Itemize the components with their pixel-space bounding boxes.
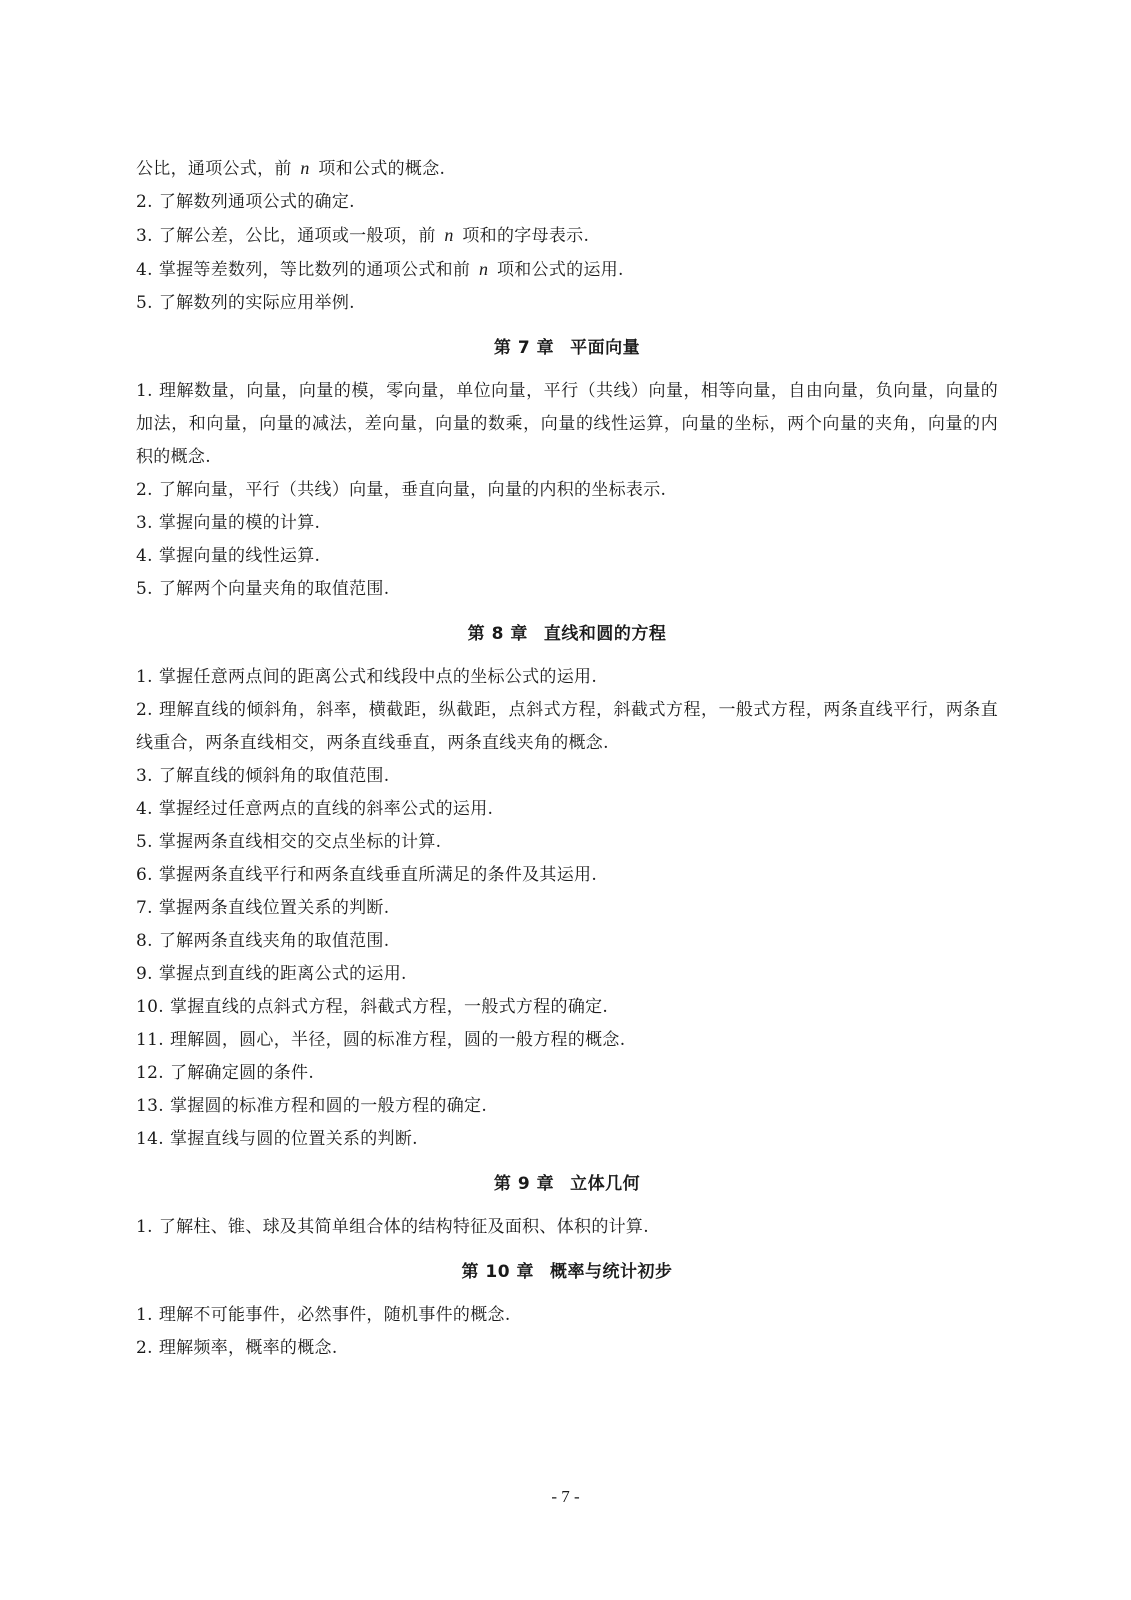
item-number: 5. (136, 293, 153, 313)
math-variable: n (300, 158, 310, 178)
math-variable: n (478, 259, 489, 279)
list-item (136, 287, 998, 320)
list-item: 4. 掌握等差数列，等比数列的通项公式和前 n 项和公式的运用. (136, 259, 624, 280)
list-item: 2. 理解直线的倾斜角，斜率，横截距，纵截距，点斜式方程，斜截式方程，一般式方程，两条直线平行，两条直线重合，两条直线相交，两条直线垂直，两条直线夹角的概念. (136, 700, 998, 753)
item-number: 2. (136, 192, 153, 212)
page-content (136, 152, 998, 1365)
chapter-10-section (136, 1256, 998, 1365)
chapter-9-section (136, 1168, 998, 1244)
item-text: 了解数列的实际应用举例. (158, 293, 355, 313)
list-item: 13. 掌握圆的标准方程和圆的一般方程的确定. (136, 1096, 488, 1116)
page-number: - 7 - (551, 1487, 580, 1506)
list-item: 5. 掌握两条直线相交的交点坐标的计算. (136, 832, 442, 852)
list-item: 1. 掌握任意两点间的距离公式和线段中点的坐标公式的运用. (136, 667, 598, 687)
list-item: 9. 掌握点到直线的距离公式的运用. (136, 964, 407, 984)
list-item: 7. 掌握两条直线位置关系的判断. (136, 898, 390, 918)
list-item: 3. 了解公差，公比，通项或一般项，前 n 项和的字母表示. (136, 225, 590, 246)
list-item: 5. 了解两个向量夹角的取值范围. (136, 579, 390, 599)
chapter-8-section (136, 618, 998, 1156)
list-item: 4. 掌握经过任意两点的直线的斜率公式的运用. (136, 799, 494, 819)
list-item (136, 186, 998, 219)
intro-section (136, 152, 998, 320)
list-item: 1. 理解不可能事件，必然事件，随机事件的概念. (136, 1305, 511, 1325)
chapter-heading: 第 7 章 平面向量 (493, 338, 641, 358)
list-item: 公比，通项公式，前 n 项和公式的概念. (136, 158, 446, 179)
list-item: 2. 理解频率，概率的概念. (136, 1338, 338, 1358)
list-item: 10. 掌握直线的点斜式方程，斜截式方程，一般式方程的确定. (136, 997, 609, 1017)
list-item: 6. 掌握两条直线平行和两条直线垂直所满足的条件及其运用. (136, 865, 598, 885)
chapter-heading: 第 10 章 概率与统计初步 (461, 1262, 673, 1282)
list-item: 8. 了解两条直线夹角的取值范围. (136, 931, 390, 951)
chapter-heading: 第 8 章 直线和圆的方程 (467, 624, 667, 644)
list-item: 3. 掌握向量的模的计算. (136, 513, 321, 533)
list-item: 11. 理解圆，圆心，半径，圆的标准方程，圆的一般方程的概念. (136, 1030, 626, 1050)
list-item: 2. 了解向量，平行（共线）向量，垂直向量，向量的内积的坐标表示. (136, 480, 667, 500)
item-number: 3. (136, 226, 153, 246)
chapter-heading: 第 9 章 立体几何 (493, 1174, 641, 1194)
list-item: 12. 了解确定圆的条件. (136, 1063, 315, 1083)
chapter-7-section (136, 332, 998, 606)
math-variable: n (444, 225, 454, 245)
list-item: 1. 理解数量，向量，向量的模，零向量，单位向量，平行（共线）向量，相等向量，自由向量，负向量，向量的加法，和向量，向量的减法，差向量，向量的数乘，向量的线性运算，向量的坐标，两个向量的夹角，向量的内积的概念. (136, 381, 998, 467)
list-item: 4. 掌握向量的线性运算. (136, 546, 321, 566)
list-item: 14. 掌握直线与圆的位置关系的判断. (136, 1129, 418, 1149)
item-number: 4. (136, 260, 153, 280)
item-text: 了解数列通项公式的确定. (158, 192, 355, 212)
list-item: 3. 了解直线的倾斜角的取值范围. (136, 766, 390, 786)
list-item: 1. 了解柱、锥、球及其简单组合体的结构特征及面积、体积的计算. (136, 1217, 649, 1237)
